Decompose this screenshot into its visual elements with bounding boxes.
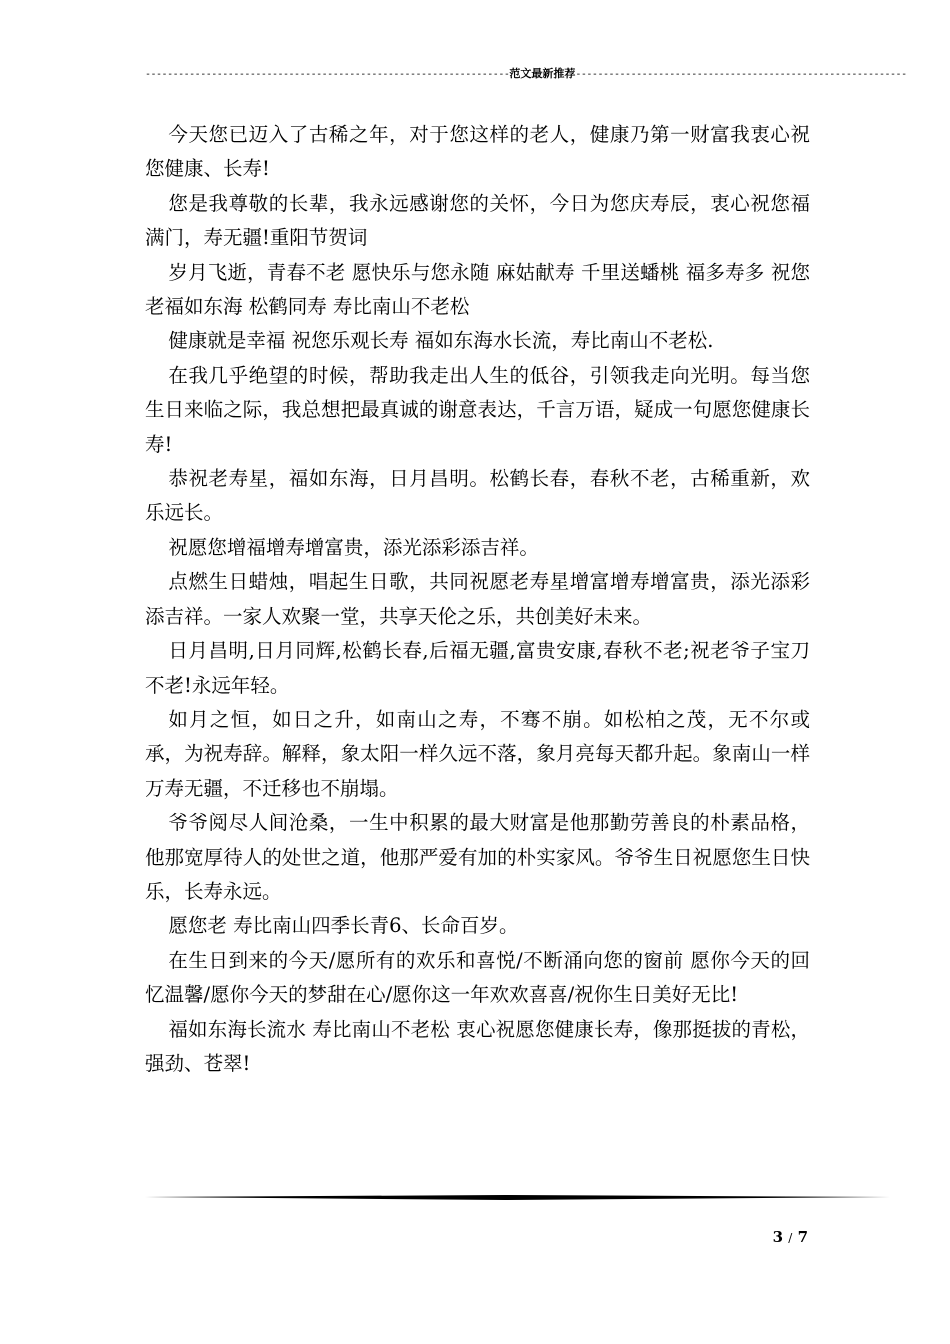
paragraph: 今天您已迈入了古稀之年，对于您这样的老人，健康乃第一财富我衷心祝您健康、长寿! bbox=[145, 123, 810, 181]
paragraph: 福如东海长流水 寿比南山不老松 衷心祝愿您健康长寿，像那挺拔的青松，强劲、苍翠! bbox=[145, 1017, 810, 1075]
paragraph: 在我几乎绝望的时候，帮助我走出人生的低谷，引领我走向光明。每当您生日来临之际，我总想把最真诚的谢意表达，千言万语，疑成一句愿您健康长寿! bbox=[145, 363, 810, 456]
paragraph: 日月昌明,日月同辉,松鹤长春,后福无疆,富贵安康,春秋不老;祝老爷子宝刀不老!永远年轻。 bbox=[145, 639, 810, 697]
paragraph: 愿您老 寿比南山四季长青6、长命百岁。 bbox=[168, 914, 519, 938]
page-total: 7 bbox=[797, 1228, 808, 1246]
paragraph: 祝愿您增福增寿增富贵，添光添彩添吉祥。 bbox=[168, 535, 539, 559]
footer-divider bbox=[145, 1195, 890, 1200]
paragraph: 如月之恒，如日之升，如南山之寿，不骞不崩。如松柏之茂，无不尔或承，为祝寿辞。解释，象太阳一样久远不落，象月亮每天都升起。象南山一样万寿无疆，不迁移也不崩塌。 bbox=[145, 707, 810, 800]
paragraph: 您是我尊敬的长辈，我永远感谢您的关怀，今日为您庆寿辰，衷心祝您福满门，寿无疆!重阳节贺词 bbox=[145, 191, 810, 250]
page-number bbox=[773, 1228, 808, 1246]
header-dashes-right: ------------------------------------------------------------ bbox=[575, 69, 907, 80]
document-body bbox=[145, 118, 810, 1081]
paragraph: 岁月飞逝，青春不老 愿快乐与您永随 麻姑献寿 千里送蟠桃 福多寿多 祝您老福如东海 松鹤同寿 寿比南山不老松 bbox=[145, 260, 810, 319]
header-dashes-left: ------------------------------------------------------------------ bbox=[145, 69, 510, 80]
paragraph: 健康就是幸福 祝您乐观长寿 福如东海水长流，寿比南山不老松. bbox=[168, 329, 714, 353]
page-header bbox=[145, 67, 907, 81]
page-separator: / bbox=[788, 1231, 793, 1245]
paragraph: 点燃生日蜡烛，唱起生日歌，共同祝愿老寿星增富增寿增富贵，添光添彩添吉祥。一家人欢聚一堂，共享天伦之乐，共创美好未来。 bbox=[145, 570, 810, 628]
paragraph: 在生日到来的今天/愿所有的欢乐和喜悦/不断涌向您的窗前 愿你今天的回忆温馨/愿你今天的梦甜在心/愿你这一年欢欢喜喜/祝你生日美好无比! bbox=[145, 948, 810, 1007]
page-current: 3 bbox=[772, 1228, 784, 1246]
paragraph: 恭祝老寿星，福如东海，日月昌明。松鹤长春，春秋不老，古稀重新，欢乐远长。 bbox=[145, 467, 810, 525]
header-label: 范文最新推荐 bbox=[509, 67, 576, 80]
paragraph: 爷爷阅尽人间沧桑，一生中积累的最大财富是他那勤劳善良的朴素品格，他那宽厚待人的处世之道，他那严爱有加的朴实家风。爷爷生日祝愿您生日快乐，长寿永远。 bbox=[145, 811, 810, 903]
